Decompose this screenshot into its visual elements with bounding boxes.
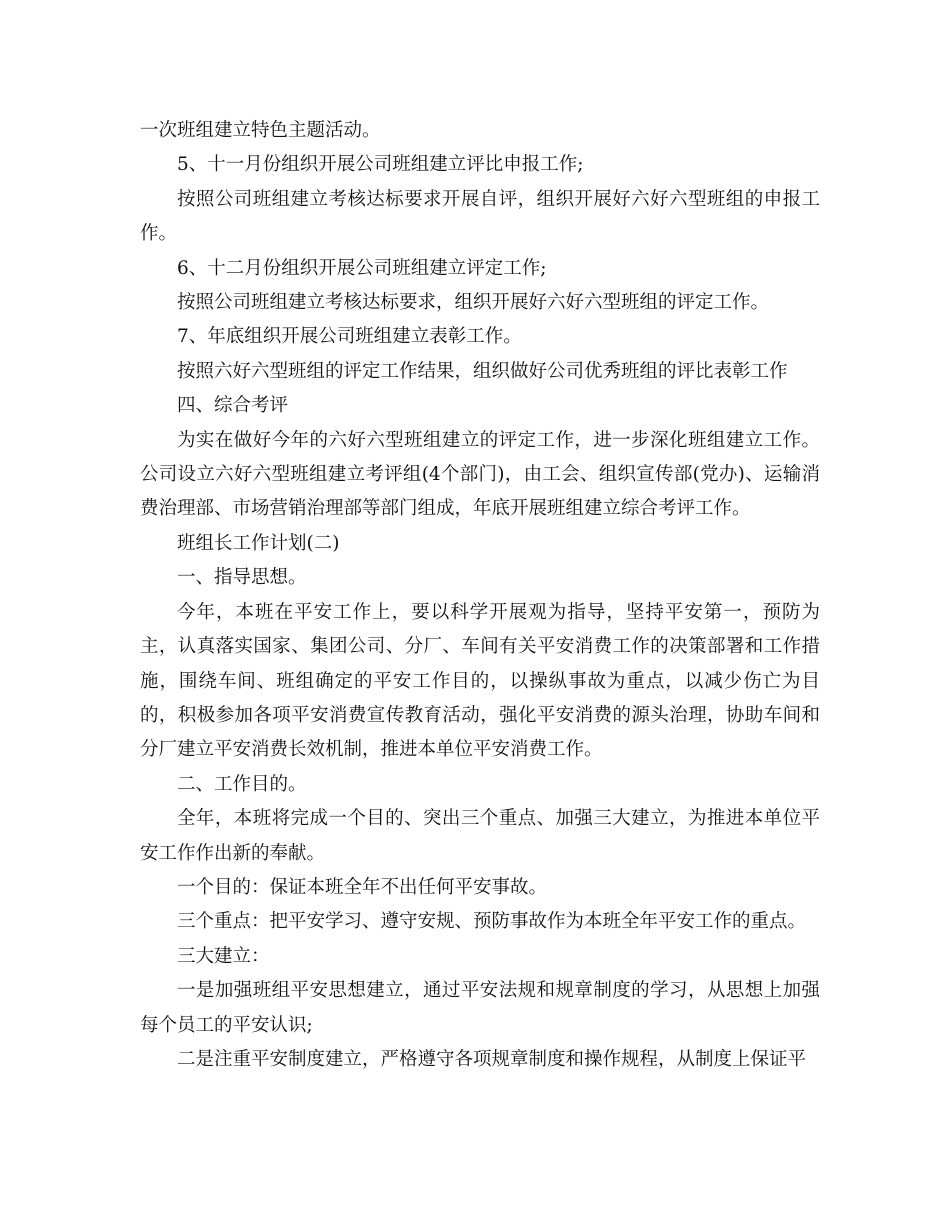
paragraph: 按照公司班组建立考核达标要求开展自评，组织开展好六好六型班组的申报工作。 xyxy=(140,188,820,245)
paragraph: 为实在做好今年的六好六型班组建立的评定工作，进一步深化班组建立工作。公司设立六好六型班组建立考评组(4个部门)，由工会、组织宣传部(党办)、运输消费治理部、市场营销治理部等部门组成，年底开展班组建立综合考评工作。 xyxy=(140,429,820,520)
paragraph: 班组长工作计划(二) xyxy=(177,532,340,554)
paragraph: 二、工作目的。 xyxy=(177,773,307,795)
paragraph: 二是注重平安制度建立，严格遵守各项规章制度和操作规程，从制度上保证平 xyxy=(177,1048,807,1070)
paragraph: 一次班组建立特色主题活动。 xyxy=(140,120,381,141)
paragraph: 7、年底组织开展公司班组建立表彰工作。 xyxy=(177,326,522,348)
paragraph: 三个重点：把平安学习、遵守安规、预防事故作为本班全年平安工作的重点。 xyxy=(177,911,807,933)
paragraph: 一是加强班组平安思想建立，通过平安法规和规章制度的学习，从思想上加强每个员工的平安认识; xyxy=(140,980,820,1036)
paragraph: 今年，本班在平安工作上，要以科学开展观为指导，坚持平安第一，预防为主，认真落实国家、集团公司、分厂、车间有关平安消费工作的决策部署和工作措施，围绕车间、班组确定的平安工作目的，以操纵事故为重点，以减少伤亡为目的，积极参加各项平安消费宣传教育活动，强化平安消费的源头治理，协助车间和分厂建立平安消费长效机制，推进本单位平安消费工作。 xyxy=(140,601,820,761)
paragraph: 按照公司班组建立考核达标要求，组织开展好六好六型班组的评定工作。 xyxy=(177,292,770,314)
paragraph: 6、十二月份组织开展公司班组建立评定工作; xyxy=(177,257,547,279)
paragraph: 5、十一月份组织开展公司班组建立评比申报工作; xyxy=(177,154,584,176)
paragraph: 按照六好六型班组的评定工作结果，组织做好公司优秀班组的评比表彰工作 xyxy=(177,360,788,382)
paragraph: 全年，本班将完成一个目的、突出三个重点、加强三大建立，为推进本单位平安工作作出新的奉献。 xyxy=(140,808,820,864)
paragraph: 一、指导思想。 xyxy=(177,567,307,589)
paragraph: 四、综合考评 xyxy=(177,395,289,417)
paragraph: 一个目的：保证本班全年不出任何平安事故。 xyxy=(177,876,548,898)
document-body xyxy=(140,114,820,1077)
paragraph: 三大建立： xyxy=(177,945,270,967)
